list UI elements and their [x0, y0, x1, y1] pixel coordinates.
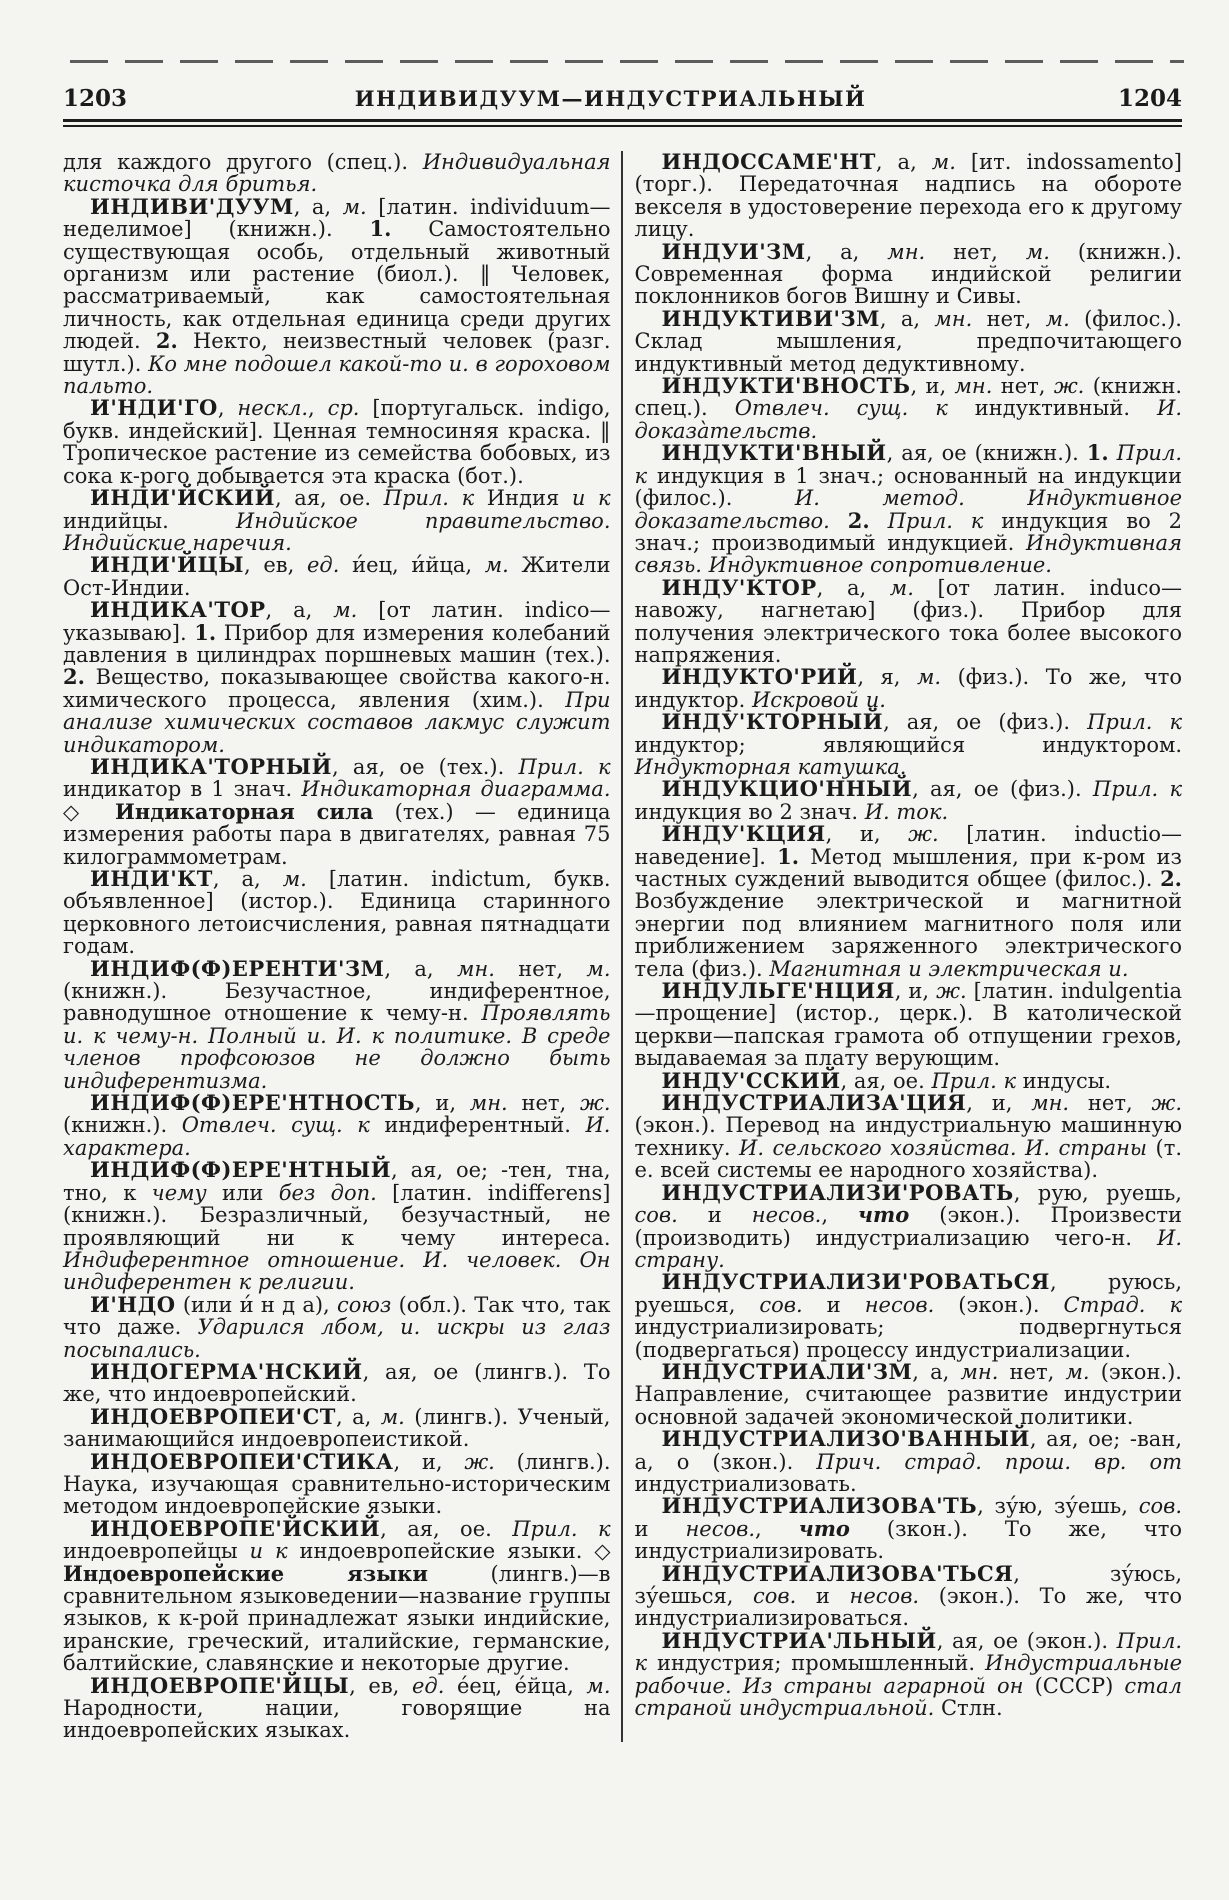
- headword: ИНДОЕВРОПЕИ'СТИКА: [90, 1448, 394, 1474]
- text-run: (т. е. всей системы ее народного хозяйства).: [634, 1135, 1182, 1183]
- dictionary-entry: [63, 1448, 611, 1519]
- text-run: и: [634, 1516, 686, 1541]
- headword: ИНДУСТРИАЛИЗА'ЦИЯ: [661, 1090, 967, 1116]
- text-run: , ая, ое (физ.).: [912, 777, 1093, 802]
- text-run: нет,: [925, 239, 1026, 264]
- headword: ИНДУ'ССКИЙ: [661, 1067, 841, 1093]
- header-double-rule: [63, 119, 1182, 127]
- page-header: [63, 86, 1182, 112]
- headword: ИНДУКТИ'ВНЫЙ: [661, 440, 887, 466]
- dictionary-entry: [63, 1672, 611, 1743]
- italic-run: Прил. к: [887, 508, 984, 533]
- headword: ИНДУКТО'РИЙ: [661, 664, 858, 690]
- text-run: , ая, ое (лингв.). То же, что индоевропейский.: [63, 1359, 611, 1407]
- text-run: , и,: [414, 1091, 470, 1116]
- italic-run: Индийское правительство. Индийские наречия.: [63, 508, 611, 555]
- italic-run: Прич. страд. прош. вр. от: [816, 1449, 1183, 1474]
- italic-run: без доп.: [278, 1180, 377, 1205]
- dictionary-entry: [635, 823, 1183, 980]
- dictionary-entry: [634, 1358, 1183, 1429]
- italic-run: несов.: [864, 1292, 935, 1317]
- headword: ИНДУ'КТОР: [661, 574, 817, 600]
- text-run: (или и́ н д а),: [175, 1292, 337, 1317]
- dictionary-entry: [63, 955, 611, 1093]
- italic-run: ж.: [908, 822, 939, 847]
- headword: ИНДУ'КТОРНЫЙ: [661, 709, 884, 735]
- text-run: , а,: [212, 867, 283, 891]
- text-run: и: [796, 1584, 850, 1608]
- text-run: , ая, ое.: [840, 1068, 932, 1093]
- italic-run: нескл.: [237, 396, 309, 421]
- text-run: (книжн. спец.).: [634, 374, 1182, 421]
- dictionary-entry: [635, 1067, 1183, 1093]
- headword: ИНДУ'КЦИЯ: [661, 821, 826, 847]
- italic-run: м.: [342, 194, 367, 219]
- text-run: индуктор; являющийся индуктором.: [634, 732, 1182, 757]
- page-number-left: 1203: [63, 85, 128, 112]
- italic-run: Прил. к: [518, 754, 611, 779]
- text-run: или: [206, 1180, 279, 1205]
- text-run: Возбуждение электрической и магнитной энергии под влиянием магнитного поля или приближением заряженного электрического тела (физ.).: [634, 889, 1182, 981]
- italic-run: м.: [586, 1673, 611, 1698]
- text-run: индоевропейские языки. ◇: [287, 1539, 611, 1564]
- dictionary-entry: [635, 666, 1183, 711]
- headword: ИНДОЕВРОПЕ'ЙЦЫ: [90, 1672, 350, 1698]
- italic-run: мн.: [457, 956, 495, 981]
- italic-run: м.: [1025, 239, 1050, 264]
- text-run: (зкон.). То же, что индустриализировать.: [634, 1516, 1182, 1564]
- sense-number: 2.: [1160, 866, 1182, 891]
- text-run: ,: [755, 1516, 799, 1541]
- text-run: [латин. indictum, букв. объявленное] (истор.). Единица старинного церковного летоисчисления, равная пятнадцати годам.: [63, 867, 611, 959]
- running-head: ИНДИВИДУУМ—ИНДУСТРИАЛЬНЫЙ: [354, 86, 867, 111]
- italic-run: ср.: [327, 396, 360, 421]
- italic-run: Индиферентное отношение. И. человек. Он индиферентен к религии.: [63, 1247, 611, 1295]
- dictionary-entry: [635, 778, 1183, 823]
- text-run: Жители Ост-Индии.: [63, 553, 611, 600]
- dictionary-entry: [635, 375, 1183, 442]
- italic-run: м.: [380, 1404, 405, 1429]
- text-run: (обл.). Так что, так что даже.: [63, 1292, 611, 1340]
- italic-run: ж.: [464, 1449, 495, 1474]
- text-run: [1109, 441, 1117, 465]
- text-run: (экон.). Произвести (производить) индустриализацию чего-н.: [634, 1203, 1182, 1250]
- text-run: , руюсь, руешься,: [634, 1270, 1182, 1317]
- text-run: , а,: [912, 1359, 961, 1384]
- text-run: индукция во 2 знач.: [634, 799, 865, 824]
- italic-run: м.: [484, 553, 509, 578]
- italic-run: Прил. к: [634, 441, 1182, 488]
- headword: ИНДУКТИ'ВНОСТЬ: [661, 373, 911, 399]
- text-run: ,: [217, 396, 238, 421]
- text-run: (филос.). Склад мышления, предпочитающего индуктивный метод дедуктивному.: [634, 306, 1182, 376]
- italic-run: Страд. к: [1063, 1292, 1182, 1317]
- italic-run: несов.: [751, 1203, 822, 1228]
- text-run: , рую, руешь,: [1013, 1180, 1182, 1205]
- dictionary-entry: [63, 599, 611, 756]
- text-run: нет,: [992, 374, 1054, 399]
- text-run: индукция в 1 знач.; основанный на индукции (филос.).: [634, 463, 1182, 511]
- italic-run: м.: [931, 150, 956, 174]
- text-run: и: [802, 1292, 865, 1317]
- text-run: , и,: [894, 979, 937, 1004]
- text-run: нет,: [998, 1359, 1066, 1384]
- text-run: , а,: [384, 956, 457, 981]
- italic-run: ед.: [306, 553, 340, 578]
- italic-run: мн.: [469, 1091, 508, 1116]
- headword: ИНДУКТИВИ'ЗМ: [661, 305, 880, 331]
- text-run: и: [677, 1203, 752, 1228]
- text-run: индукция во 2 знач.; производимый индукцией.: [634, 508, 1182, 555]
- text-run: , а,: [879, 306, 935, 331]
- italic-run: ж.: [1053, 374, 1085, 399]
- italic-run: м.: [333, 598, 358, 623]
- headword: ИНДОЕВРОПЕИ'СТ: [90, 1403, 336, 1429]
- text-run: (книжн.). Современная форма индийской религии поклонников богов Вишну и Сивы.: [634, 239, 1182, 309]
- text-run: (физ.). То же, что индуктор.: [634, 665, 1183, 712]
- text-run: , я,: [857, 665, 917, 690]
- italic-run: несов.: [849, 1584, 920, 1608]
- text-run: , а,: [816, 575, 890, 600]
- text-run: (экон.). Перевод на индустриальную машинную технику.: [634, 1113, 1182, 1160]
- text-run: Некто, неизвестный человек (разг. шутл.).: [63, 329, 611, 376]
- dictionary-entry: [634, 1179, 1183, 1272]
- text-run: , и,: [910, 374, 955, 399]
- italic-run: Индивидуальная кисточка для бритья.: [63, 150, 611, 197]
- headword: ИНДИ'ЙЦЫ: [90, 552, 244, 578]
- italic-run: Прил. к: [383, 486, 475, 511]
- text-columns: [63, 151, 1182, 1742]
- text-run: индустриализировать; подвергнуться (подвергаться) процессу индустриализации.: [634, 1315, 1182, 1362]
- dictionary-entry: [63, 554, 611, 599]
- text-run: , ая, ое; -тен, тна, тно, к: [63, 1158, 611, 1205]
- italic-run: Индуктивная связь. Индуктивное сопротивление.: [634, 530, 1182, 578]
- headword: ИНДИ'ЙСКИЙ: [90, 485, 275, 511]
- headword: И'НДО: [90, 1291, 176, 1317]
- text-run: ◇: [63, 799, 115, 824]
- text-run: , а,: [293, 194, 343, 219]
- italic-run: м.: [586, 956, 611, 981]
- text-run: [870, 509, 888, 533]
- sense-number: 2.: [155, 328, 178, 354]
- text-run: и́ец, и́йца,: [339, 553, 485, 578]
- dictionary-entry: [635, 1092, 1183, 1182]
- text-run: Метод мышления, при к-ром из частных суждений выводится общее (филос.).: [634, 844, 1182, 891]
- italic-run: союз: [336, 1292, 392, 1317]
- dictionary-entry: [635, 711, 1183, 778]
- italic-run: И. сельского хозяйства. И. страны: [739, 1135, 1148, 1160]
- italic-run: Отвлеч. сущ. к: [181, 1113, 370, 1138]
- italic-run: Индустриальные рабочие. Из страны аграрной он: [634, 1651, 1182, 1698]
- column-left: [63, 151, 621, 1742]
- sense-number: 1.: [777, 843, 800, 869]
- sense-number: Индоевропейские языки: [63, 1560, 428, 1586]
- italic-run: И. доказа̀тельств.: [634, 396, 1183, 443]
- text-run: нет,: [1069, 1091, 1152, 1116]
- italic-run: чему: [151, 1180, 207, 1205]
- italic-run: И. характера.: [63, 1113, 611, 1160]
- italic-run: ед.: [411, 1673, 445, 1698]
- text-run: нет,: [494, 956, 587, 981]
- dictionary-entry: [63, 1403, 611, 1452]
- text-run: [латин. indulgentia—прощение] (истор., церк.). В католической церкви—папская грамота об отпущении грехов, выдаваемая за плату верующим.: [634, 979, 1183, 1071]
- italic-run: мн.: [960, 1359, 999, 1384]
- text-run: индоевропейцы: [63, 1539, 250, 1564]
- text-run: индиферентный.: [369, 1113, 586, 1138]
- dictionary-entry: [635, 442, 1183, 576]
- italic-run: сов.: [753, 1584, 797, 1608]
- text-run: , а,: [875, 150, 932, 174]
- text-run: , зу́юсь, зу́ешься,: [634, 1561, 1182, 1608]
- headword: ИНДУСТРИАЛИЗО'ВАННЫЙ: [661, 1426, 1030, 1452]
- text-run: нет,: [972, 306, 1046, 331]
- text-run: е́ец, е́йца,: [444, 1673, 587, 1698]
- headword: ИНДОССАМЕ'НТ: [661, 149, 876, 174]
- sense-number: 2.: [63, 664, 85, 690]
- text-run: , ая, ое (экон.).: [936, 1628, 1117, 1653]
- headword: ИНДУСТРИА'ЛЬНЫЙ: [661, 1627, 937, 1653]
- headword: ИНДУЛЬГЕ'НЦИЯ: [661, 978, 895, 1004]
- dictionary-entry: [634, 1560, 1183, 1631]
- text-run: [830, 509, 848, 533]
- dictionary-entry: [635, 1428, 1183, 1495]
- dictionary-entry: [63, 151, 611, 196]
- italic-run: и к: [249, 1539, 288, 1564]
- dictionary-entry: [634, 574, 1183, 667]
- text-run: (экон.).: [934, 1292, 1064, 1317]
- italic-run: несов.: [685, 1516, 756, 1541]
- italic-run: сов.: [1138, 1494, 1182, 1519]
- text-run: , ая, ое (тех.).: [331, 754, 519, 779]
- text-run: [латин. individuum—неделимое] (книжн.).: [63, 194, 611, 242]
- dictionary-entry: [634, 1627, 1183, 1721]
- dictionary-entry: [635, 1495, 1183, 1562]
- text-run: [ит. indossamento] (торг.). Передаточная надпись на обороте векселя в удостоверение перехода его к другому лицу.: [634, 150, 1182, 242]
- column-right: [621, 151, 1183, 1742]
- text-run: (СССР): [1023, 1673, 1125, 1698]
- italic-run: Прил. к: [931, 1068, 1016, 1093]
- government-marker: что: [798, 1515, 850, 1541]
- text-run: Индия: [474, 486, 572, 511]
- headword: ИНДУСТРИАЛИЗИ'РОВАТЬ: [661, 1179, 1014, 1205]
- dictionary-entry: [635, 980, 1183, 1070]
- italic-run: мн.: [1031, 1091, 1070, 1116]
- text-run: для каждого другого (спец.).: [63, 150, 423, 174]
- text-run: , и,: [393, 1449, 465, 1474]
- scan-artifact-line: [70, 60, 1184, 63]
- text-run: ,: [308, 396, 328, 421]
- text-run: [португальск. indigo, букв. индейский]. Ценная темносиняя краска. ‖ Тропическое растение из семейства бобовых, из сока к-рого добывается эта краска (бот.).: [63, 396, 611, 488]
- sense-number: 1.: [369, 216, 392, 242]
- headword: ИНДУКЦИО'ННЫЙ: [661, 776, 913, 802]
- italic-run: м.: [889, 575, 914, 600]
- italic-run: мн.: [887, 239, 926, 264]
- italic-run: и к: [571, 486, 611, 511]
- italic-run: сов.: [634, 1203, 678, 1228]
- text-run: , а,: [805, 239, 888, 264]
- text-run: (книжн.). Безучастное, индиферентное, равнодушное отношение к чему-н.: [63, 979, 611, 1026]
- text-run: индуктивный.: [947, 396, 1158, 421]
- italic-run: м.: [282, 867, 307, 891]
- headword: ИНДИКА'ТОРНЫЙ: [90, 753, 332, 779]
- headword: ИНДУИ'ЗМ: [661, 238, 806, 264]
- dictionary-entry: [63, 487, 611, 554]
- text-run: [от латин. indico—указываю].: [63, 598, 611, 645]
- italic-run: Ко мне подошел какой-то и. в гороховом пальто.: [63, 351, 611, 399]
- headword: ИНДУСТРИАЛИЗОВА'ТЬ: [661, 1493, 978, 1519]
- dictionary-entry: [635, 1271, 1183, 1361]
- italic-run: Индикаторная диаграмма.: [301, 777, 611, 802]
- headword: ИНДУСТРИАЛИЗОВА'ТЬСЯ: [661, 1560, 1014, 1586]
- text-run: Вещество, показывающее свойства какого-н. химического процесса, явления (хим.).: [63, 665, 611, 712]
- italic-run: Индукторная катушка.: [634, 754, 907, 779]
- headword: ИНДУСТРИАЛИЗИ'РОВАТЬСЯ: [661, 1269, 1050, 1295]
- text-run: , ев,: [349, 1673, 412, 1698]
- italic-run: м.: [1065, 1359, 1090, 1384]
- text-run: , и,: [966, 1091, 1032, 1116]
- headword: ИНДИФ(Ф)ЕРЕ'НТНЫЙ: [90, 1157, 392, 1183]
- text-run: (лингв.). Наука, изучающая сравнительно-историческим методом индоевропейские языки.: [63, 1449, 611, 1519]
- italic-run: ж.: [579, 1091, 611, 1116]
- italic-run: Прил. к: [1092, 777, 1182, 802]
- sense-number: 1.: [1086, 440, 1109, 466]
- dictionary-entry: [634, 238, 1183, 309]
- text-run: Стлн.: [934, 1696, 1003, 1721]
- dictionary-entry: [63, 1291, 611, 1362]
- text-run: , а,: [335, 1404, 381, 1429]
- text-run: , и,: [825, 822, 909, 847]
- italic-run: Проявлять и. к чему-н. Полный и. И. к политике. В среде членов профсоюзов не должно быть индиферентизма.: [63, 1001, 611, 1093]
- italic-run: ж.: [936, 979, 967, 1004]
- text-run: , ев,: [244, 553, 307, 578]
- italic-run: И. страну.: [634, 1225, 1182, 1272]
- text-run: (экон.). Направление, считающее развитие индустрии основной задачей экономической политики.: [634, 1359, 1182, 1429]
- text-run: , ая, ое.: [380, 1516, 513, 1541]
- dictionary-entry: [63, 193, 611, 399]
- italic-run: Ударился лбом, и. искры из глаз посыпались.: [63, 1315, 611, 1362]
- dictionary-entry: [635, 151, 1183, 241]
- dictionary-entry: [63, 1159, 611, 1293]
- italic-run: м.: [1045, 306, 1070, 331]
- text-run: , а,: [265, 598, 334, 623]
- text-run: (лингв.). Ученый, занимающийся индоевропеистикой.: [63, 1404, 611, 1452]
- text-run: индийцы.: [63, 508, 236, 533]
- italic-run: Прил. к: [634, 1628, 1182, 1676]
- italic-run: мн.: [934, 306, 973, 331]
- text-run: индусы.: [1015, 1068, 1112, 1093]
- text-run: индустрия; промышленный.: [647, 1651, 986, 1676]
- headword: ИНДИФ(Ф)ЕРЕ'НТНОСТЬ: [90, 1090, 415, 1116]
- sense-number: 1.: [194, 619, 217, 645]
- text-run: Прибор для измерения колебаний давления в цилиндрах поршневых машин (тех.).: [63, 620, 611, 667]
- italic-run: ж.: [1151, 1091, 1182, 1116]
- text-run: , ая, ое (физ.).: [883, 710, 1088, 735]
- italic-run: И. ток.: [864, 799, 949, 824]
- italic-run: мн.: [954, 374, 993, 399]
- headword: ИНДОЕВРОПЕ'ЙСКИЙ: [90, 1515, 381, 1541]
- text-run: нет,: [507, 1091, 580, 1116]
- text-run: (книжн.).: [63, 1113, 182, 1138]
- sense-number: Индикаторная сила: [114, 798, 374, 824]
- text-run: Самостоятельно существующая особь, отдельный животный организм или растение (биол.). ‖ Человек, рассматриваемый, как самостоятельная личность, как отдельная единица среди других людей.: [63, 217, 611, 354]
- italic-run: м.: [916, 665, 942, 690]
- dictionary-entry: [63, 868, 611, 958]
- italic-run: сов.: [759, 1292, 803, 1317]
- text-run: (тех.) — единица измерения работы пара в двигателях, равная 75 килограммометрам.: [63, 799, 611, 869]
- italic-run: Прил. к: [512, 1516, 611, 1541]
- headword: ИНДИФ(Ф)ЕРЕНТИ'ЗМ: [90, 955, 385, 981]
- text-run: [латин. indifferens] (книжн.). Безразличный, безучастный, не проявляющий ни к чему интереса.: [63, 1180, 611, 1250]
- italic-run: Отвлеч. сущ. к: [734, 396, 948, 421]
- headword: ИНДИ'КТ: [90, 866, 213, 891]
- government-marker: что: [858, 1202, 910, 1228]
- text-run: ,: [821, 1203, 859, 1228]
- page-number-right: 1204: [1117, 85, 1182, 112]
- headword: И'НДИ'ГО: [90, 395, 218, 421]
- headword: ИНДИКА'ТОР: [90, 597, 266, 623]
- text-run: , ая, ое.: [274, 486, 384, 511]
- italic-run: При анализе химических составов лакмус служит индикатором.: [63, 687, 611, 757]
- text-run: , ая, ое (книжн.).: [886, 441, 1087, 466]
- italic-run: Прил. к: [1087, 710, 1182, 735]
- dictionary-entry: [634, 305, 1183, 376]
- headword: ИНДИВИ'ДУУМ: [90, 193, 294, 219]
- italic-run: Искровой и.: [751, 687, 886, 712]
- italic-run: И. метод. Индуктивное доказательство.: [634, 486, 1182, 533]
- dictionary-entry: [63, 397, 611, 487]
- text-run: индикатор в 1 знач.: [63, 777, 302, 802]
- dictionary-entry: [63, 1515, 611, 1676]
- text-run: индустриализовать.: [634, 1471, 857, 1496]
- dictionary-entry: [63, 1358, 611, 1407]
- headword: ИНДОГЕРМА'НСКИЙ: [90, 1358, 363, 1384]
- text-run: [латин. inductio—наведение].: [634, 822, 1182, 869]
- italic-run: Магнитная и электрическая и.: [769, 956, 1129, 981]
- text-run: , ая, ое; -ван, а, о (зкон.).: [634, 1427, 1182, 1474]
- text-run: (лингв.)—в сравнительном языковедении—название группы языков, к к-рой принадлежат языки индийские, иранские, греческий, италийские, германские, балтийские, славянские и некоторые другие.: [63, 1561, 611, 1676]
- text-run: , зу́ю, зу́ешь,: [977, 1494, 1139, 1519]
- text-run: Народности, нации, говорящие на индоевропейских языках.: [63, 1696, 611, 1743]
- sense-number: 2.: [847, 507, 870, 533]
- text-run: (экон.). То же, что индустриализироваться.: [634, 1584, 1182, 1631]
- headword: ИНДУСТРИАЛИ'ЗМ: [661, 1358, 913, 1384]
- italic-run: стал страной индустриальной.: [634, 1673, 1182, 1721]
- dictionary-entry: [63, 753, 611, 869]
- text-run: [от латин. induco—навожу, нагнетаю] (физ.). Прибор для получения электрического тока более высокого напряжения.: [634, 575, 1182, 667]
- dictionary-entry: [63, 1092, 611, 1159]
